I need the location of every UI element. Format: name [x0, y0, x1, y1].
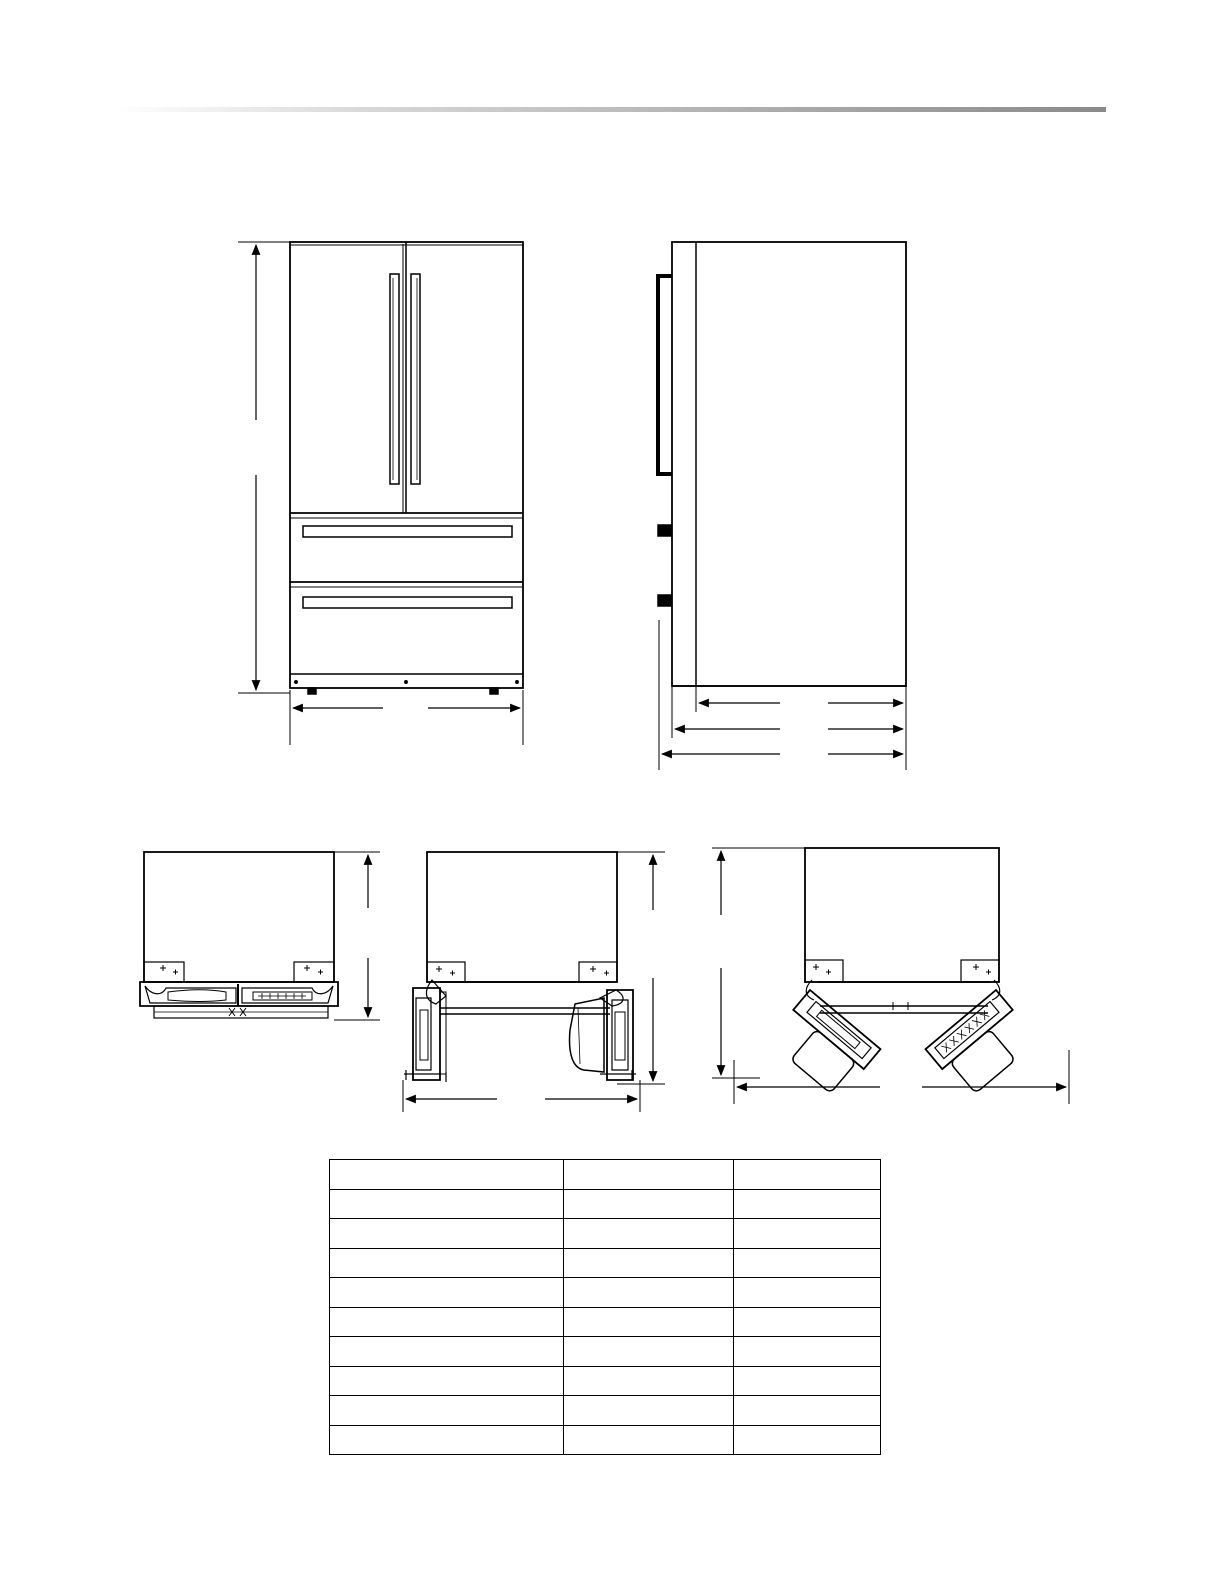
upper-drawer-handle	[303, 526, 512, 537]
side-door-handle	[658, 276, 672, 474]
lower-drawer-handle	[303, 597, 512, 608]
top-view-doors-closed	[140, 852, 380, 1020]
table-cell	[564, 1425, 734, 1455]
left-door-handle	[390, 274, 399, 484]
left-door-bin	[791, 1029, 857, 1093]
table-cell	[564, 1219, 734, 1249]
table-cell	[330, 1160, 564, 1190]
table-cell	[734, 1248, 881, 1278]
table-cell	[564, 1278, 734, 1308]
table-cell	[734, 1219, 881, 1249]
table-cell	[330, 1366, 564, 1396]
table-cell	[330, 1189, 564, 1219]
side-drawer-handle-2	[658, 595, 671, 606]
table-cell	[330, 1425, 564, 1455]
side-drawer-handle-1	[658, 525, 671, 536]
top-view-doors-open-90	[403, 852, 665, 1112]
table-cell	[734, 1396, 881, 1426]
table-row	[330, 1189, 881, 1219]
table-row	[330, 1278, 881, 1308]
top-view-doors-open-wide	[712, 848, 1069, 1104]
table-cell	[564, 1366, 734, 1396]
table-row	[330, 1248, 881, 1278]
table-cell	[734, 1189, 881, 1219]
table-cell	[734, 1160, 881, 1190]
table-cell	[330, 1219, 564, 1249]
table-cell	[330, 1396, 564, 1426]
table-cell	[564, 1396, 734, 1426]
door-bin	[570, 998, 604, 1072]
table-cell	[564, 1337, 734, 1367]
table-row	[330, 1160, 881, 1190]
table-row	[330, 1337, 881, 1367]
table-row	[330, 1425, 881, 1455]
right-door-handle	[411, 274, 420, 484]
side-view	[658, 242, 906, 770]
table-cell	[564, 1248, 734, 1278]
side-body-outline	[672, 242, 906, 686]
table-cell	[734, 1307, 881, 1337]
right-door-bin	[950, 1029, 1016, 1093]
front-view	[238, 242, 523, 745]
table-cell	[734, 1425, 881, 1455]
table-cell	[564, 1307, 734, 1337]
table-row	[330, 1366, 881, 1396]
table-cell	[734, 1366, 881, 1396]
dimension-table	[329, 1159, 881, 1455]
table-cell	[330, 1248, 564, 1278]
table-row	[330, 1219, 881, 1249]
table-cell	[564, 1160, 734, 1190]
table-cell	[330, 1307, 564, 1337]
table-cell	[330, 1337, 564, 1367]
table-cell	[734, 1278, 881, 1308]
table-cell	[330, 1278, 564, 1308]
table-row	[330, 1307, 881, 1337]
table-row	[330, 1396, 881, 1426]
table-cell	[734, 1337, 881, 1367]
table-cell	[564, 1189, 734, 1219]
